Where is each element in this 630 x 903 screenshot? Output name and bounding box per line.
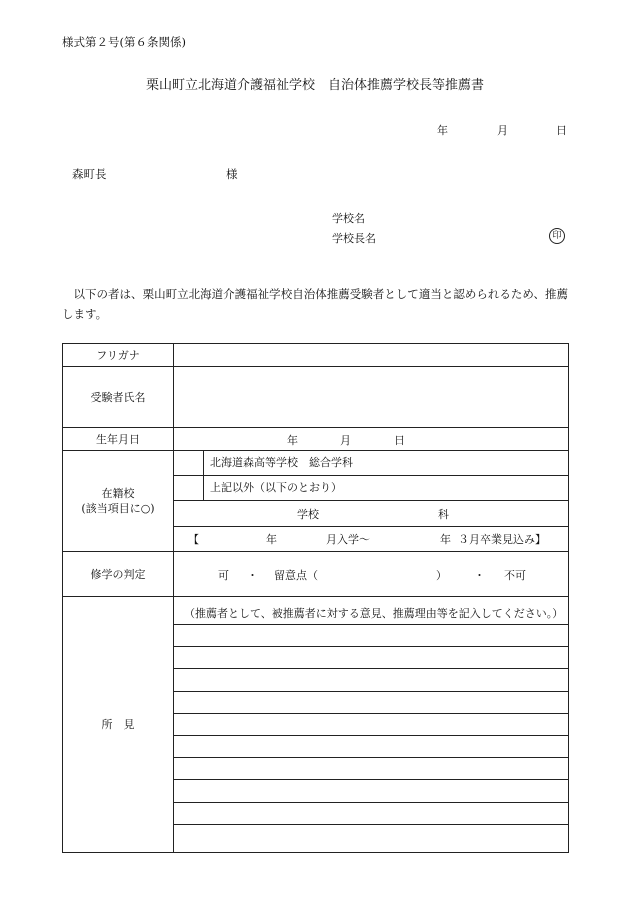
cert-separator: ・	[474, 569, 485, 582]
birth-year-unit: 年	[287, 434, 298, 447]
addressee-suffix: 様	[226, 167, 238, 181]
enrollment-option1-checkbox[interactable]	[174, 451, 204, 475]
study-certification-field	[174, 552, 569, 597]
enrolled-school-label	[63, 451, 174, 552]
opinion-line[interactable]	[174, 691, 568, 713]
other-school-field[interactable]	[174, 501, 568, 528]
enrollment-option1-label: 北海道森高等学校 総合学科	[210, 456, 353, 469]
birth-date-label: 生年月日	[63, 428, 174, 451]
examinee-name-label: 受験者氏名	[63, 367, 174, 428]
admission-year-unit: 年	[266, 533, 277, 547]
cert-no-option[interactable]: 不可	[504, 569, 526, 582]
cert-note-option[interactable]: 留意点（	[274, 569, 318, 582]
cert-separator: ・	[247, 569, 258, 582]
addressee: 森町長	[72, 167, 107, 181]
department-unit-label: 科	[438, 507, 449, 521]
enrolled-school-label-line2: (該当項目に○)	[81, 502, 155, 515]
form-code: 様式第２号(第６条関係)	[62, 35, 186, 49]
furigana-label: フリガナ	[63, 344, 174, 367]
school-unit-label: 学校	[297, 507, 319, 521]
admission-month-unit: 月入学～	[326, 533, 370, 547]
birth-day-unit: 日	[394, 434, 405, 447]
opinion-instruction: （推薦者として、被推薦者に対する意見、推薦理由等を記入してください。）	[184, 607, 564, 621]
admission-period-field[interactable]	[174, 527, 568, 551]
examinee-name-field[interactable]	[174, 367, 569, 428]
document-title: 栗山町立北海道介護福祉学校 自治体推薦学校長等推薦書	[145, 78, 484, 93]
opinion-line[interactable]	[174, 779, 568, 801]
enrollment-option2-checkbox[interactable]	[174, 476, 204, 500]
opinion-line[interactable]	[174, 668, 568, 690]
enrollment-option2-label: 上記以外（以下のとおり）	[210, 480, 342, 494]
opinion-line[interactable]	[174, 802, 568, 824]
date-year-label: 年	[437, 124, 448, 137]
recommendation-statement: 以下の者は、栗山町立北海道介護福祉学校自治体推薦受験者として適当と認められるため、推薦します。	[62, 287, 568, 321]
opinion-label: 所 見	[63, 597, 174, 853]
opinion-line[interactable]	[174, 713, 568, 735]
enrollment-option-row	[174, 451, 568, 476]
enrollment-option-row	[174, 476, 568, 501]
opinion-line[interactable]	[174, 624, 568, 646]
school-name-label: 学校名	[332, 212, 365, 225]
graduation-text: ３月卒業見込み】	[458, 533, 546, 547]
seal-icon: 印	[549, 228, 565, 244]
study-certification-label: 修学の判定	[63, 552, 174, 597]
opinion-line[interactable]	[174, 646, 568, 668]
opinion-line[interactable]	[174, 824, 568, 846]
recommendation-form-table	[62, 343, 569, 853]
enrolled-school-cell	[174, 451, 569, 552]
date-month-label: 月	[497, 124, 508, 137]
cert-note-close: ）	[436, 569, 447, 582]
opinion-field[interactable]	[174, 597, 569, 853]
date-day-label: 日	[556, 124, 567, 137]
graduation-year-unit: 年	[440, 533, 451, 547]
cert-ok-option[interactable]: 可	[218, 569, 229, 582]
opinion-line[interactable]	[174, 757, 568, 779]
birth-date-field[interactable]	[174, 428, 569, 451]
furigana-field[interactable]	[174, 344, 569, 367]
bracket-open: 【	[188, 533, 199, 547]
principal-name-label: 学校長名	[332, 232, 376, 245]
opinion-line[interactable]	[174, 735, 568, 757]
birth-month-unit: 月	[340, 434, 351, 447]
enrolled-school-label-line1: 在籍校	[101, 487, 135, 500]
